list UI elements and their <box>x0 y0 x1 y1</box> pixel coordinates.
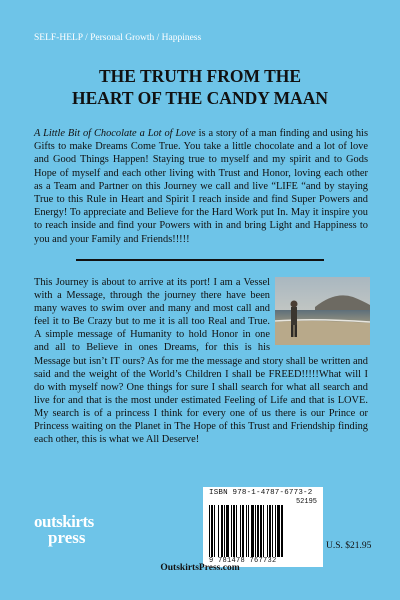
book-price: U.S. $21.95 <box>326 541 372 551</box>
intro-book-title: A Little Bit of Chocolate a Lot of Love <box>34 128 196 139</box>
intro-text: is a story of a man finding and using his Gifts to make Dreams Come True. You take a little chocolate and a lot of love and Good Things Happen! Staying true to myself and my spirit and to Gods Hope of myself and each other living with Trust and Honor, loving each other as a Team and Partner on this Journey we call and live “LIFE “and by staying True to this Rule in Heart and Spirit I reach inside and find Super Powers and Energy! To appreciate and Believe for the Hard Work put In. May it inspire you to reach inside and find your Powers with in and bring Light and Happiness to you and your Family and Friends!!!!! <box>34 128 368 245</box>
body-text: This Journey is about to arrive at its port! I am a Vessel with a Message, through the journey there have been many waves to swim over and many and most call and feel it to Be Crazy but to me it is all too Real and True. A simple message of Humanity to hold Honor in one and all to Believe in ones Dreams, for this is his Message but isn’t IT ours? As for me the message and story shall be written and said and the weight of the World’s Children I shall be FREED!!!!!What will I do with myself now? One things for sure I shall search for what all search and live for and that is the most under estimated Feeling of Life and that is LOVE. My search is of a princess I think for every one of us there is our Prince or Princess waiting on the Planet in The Hope of this Trust and Friendship finding each other, this is what we All Deserve! <box>34 277 368 446</box>
barcode-digits: 9 781478 767732 <box>209 557 277 565</box>
price-code: 52195 <box>295 498 317 506</box>
divider-rule <box>76 259 324 261</box>
body-paragraph <box>34 276 368 446</box>
title-line-1: THE TRUTH FROM THE <box>98 66 302 86</box>
isbn-barcode <box>203 487 323 567</box>
category-label: SELF-HELP / Personal Growth / Happiness <box>34 33 202 43</box>
publisher-logo <box>34 514 94 546</box>
intro-paragraph <box>34 127 368 246</box>
book-title <box>0 65 400 109</box>
publisher-website: OutskirtsPress.com <box>160 563 240 573</box>
publisher-logo-line2: press <box>48 528 86 547</box>
isbn-text: ISBN 978-1-4787-6773-2 <box>209 489 313 497</box>
title-line-2: HEART OF THE CANDY MAAN <box>71 88 329 108</box>
barcode-bars <box>209 505 317 557</box>
publisher-logo-line1: outskirts <box>34 512 94 531</box>
